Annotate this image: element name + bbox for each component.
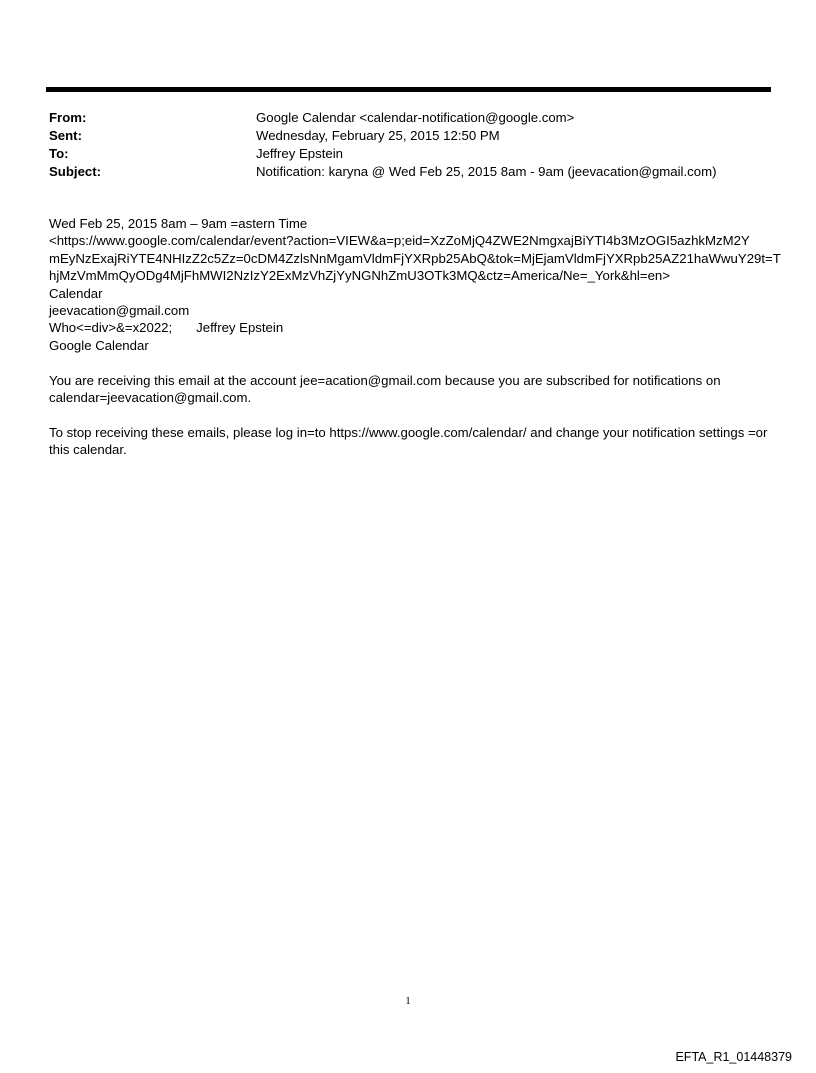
- event-url-line-3: hjMzVmMmQyODg4MjFhMWI2NzIzY2ExMzVhZjYyNGNhZmU3OTk3MQ&ctz=America/Ne=_York&hl=en>: [49, 268, 670, 284]
- from-label: From:: [49, 110, 87, 125]
- subject-value: Notification: karyna @ Wed Feb 25, 2015 8am - 9am (jeevacation@gmail.com): [256, 164, 717, 179]
- email-body: [49, 215, 781, 459]
- document-id: EFTA_R1_01448379: [675, 1050, 792, 1064]
- unsubscribe-paragraph: To stop receiving these emails, please log in=to https://www.google.com/calendar/ and change your notification settings =or this calendar.: [49, 424, 768, 458]
- paragraph-gap: [49, 354, 774, 371]
- page-number: 1: [405, 995, 411, 1007]
- paragraph-gap: [49, 406, 774, 423]
- subject-label: Subject:: [49, 164, 102, 179]
- who-value: Jeffrey Epstein: [196, 320, 284, 336]
- who-label: Who<=div>&=x2022;: [49, 320, 173, 336]
- header-divider: [46, 87, 771, 92]
- to-value: Jeffrey Epstein: [256, 146, 343, 161]
- from-row: [49, 109, 769, 127]
- sent-row: [49, 127, 769, 145]
- to-label: To:: [49, 146, 69, 161]
- sent-value: Wednesday, February 25, 2015 12:50 PM: [256, 128, 500, 143]
- calendar-label: Calendar: [49, 285, 103, 301]
- event-url-line-1: <https://www.google.com/calendar/event?action=VIEW&a=p;eid=XzZoMjQ4ZWE2NmgxajBiYTI4b3MzOGI5azhkMzM2Y: [49, 233, 750, 249]
- notice-paragraph: You are receiving this email at the account jee=acation@gmail.com because you are subscribed for notifications on calendar=jeevacation@gmail.com.: [49, 372, 721, 405]
- to-row: [49, 145, 769, 163]
- event-url-line-2: mEyNzExajRiYTE4NHIzZ2c5Zz=0cDM4ZzlsNnMgamVldmFjYXRpb25AbQ&tok=MjEjamVldmFjYXRpb25AZ21haWwuY29t=T: [49, 250, 781, 266]
- subject-row: [49, 163, 769, 181]
- calendar-value: jeevacation@gmail.com: [49, 302, 190, 318]
- sent-label: Sent:: [49, 128, 82, 143]
- email-header: [49, 109, 769, 181]
- signature: Google Calendar: [49, 337, 149, 353]
- from-value: Google Calendar <calendar-notification@google.com>: [256, 110, 575, 125]
- event-time: Wed Feb 25, 2015 8am – 9am =astern Time: [49, 216, 308, 231]
- who-line: [49, 319, 774, 336]
